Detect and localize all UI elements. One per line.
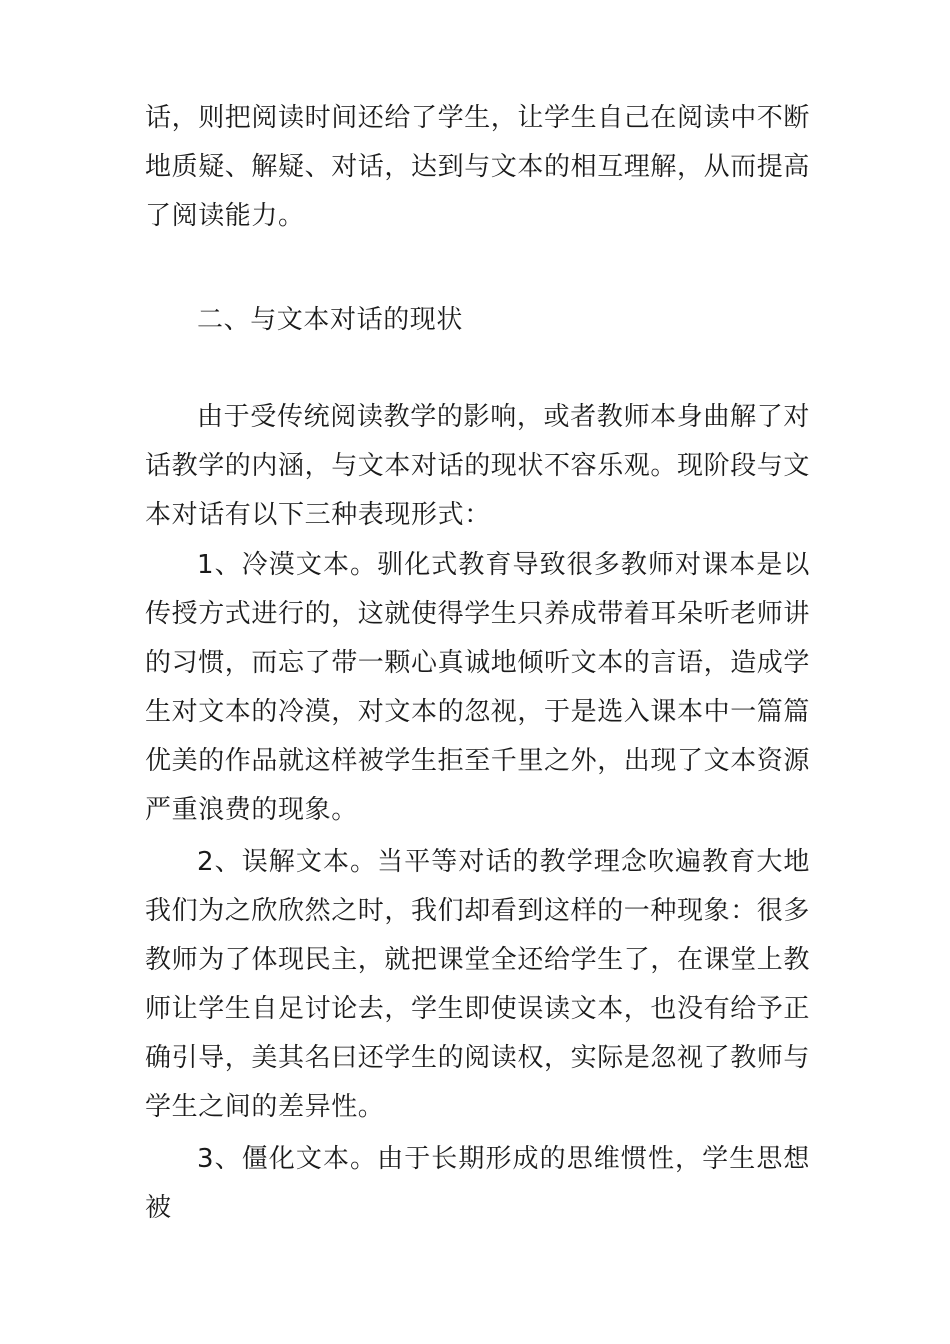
list-item: 1、冷漠文本。驯化式教育导致很多教师对课本是以传授方式进行的，这就使得学生只养成带着耳朵听老师讲的习惯，而忘了带一颗心真诚地倾听文本的言语，造成学生对文本的冷漠，对文本的忽视，于是选入课本中一篇篇优美的作品就这样被学生拒至千里之外，出现了文本资源严重浪费的现象。 (145, 550, 811, 825)
section-heading: 二、与文本对话的现状 (197, 305, 464, 335)
intro-paragraph: 由于受传统阅读教学的影响，或者教师本身曲解了对话教学的内涵，与文本对话的现状不容乐观。现阶段与文本对话有以下三种表现形式： (145, 402, 811, 530)
list-item: 2、误解文本。当平等对话的教学理念吹遍教育大地我们为之欣欣然之时，我们却看到这样的一种现象：很多教师为了体现民主，就把课堂全还给学生了，在课堂上教师让学生自足讨论去，学生即使误读文本，也没有给予正确引导，美其名曰还学生的阅读权，实际是忽视了教师与学生之间的差异性。 (145, 847, 811, 1122)
list-item: 3、僵化文本。由于长期形成的思维惯性，学生思想被 (145, 1144, 810, 1223)
continued-paragraph: 话，则把阅读时间还给了学生，让学生自己在阅读中不断地质疑、解疑、对话，达到与文本的相互理解，从而提高了阅读能力。 (145, 103, 811, 231)
